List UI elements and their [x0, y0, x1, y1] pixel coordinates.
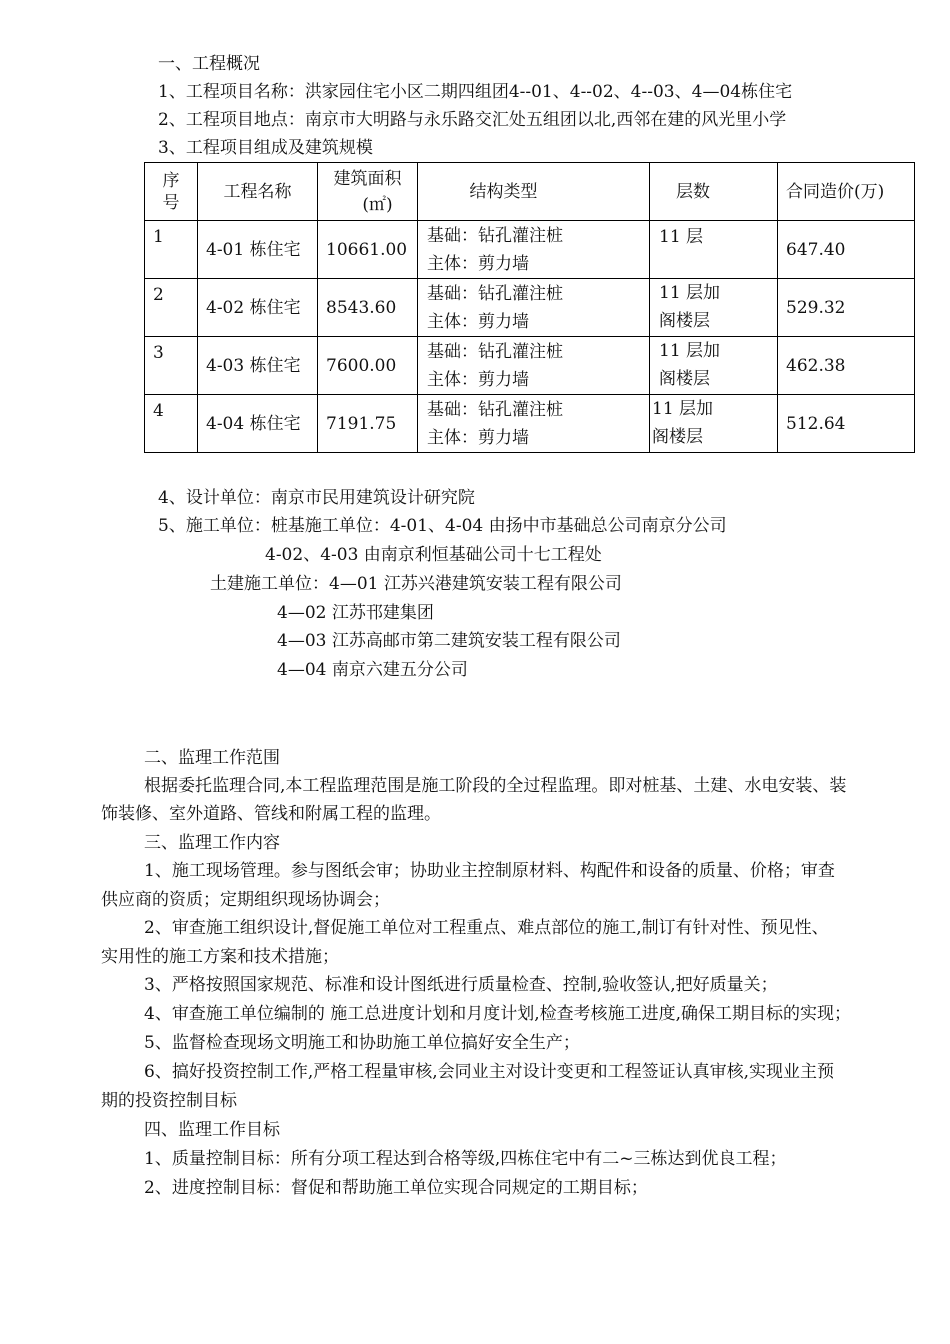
- project-name-line: 1、工程项目名称：洪家园住宅小区二期四组团4--01、4--02、4--03、4—04栋住宅: [158, 82, 793, 102]
- row-main: 主体：剪力墙: [427, 311, 529, 332]
- header-no-line2: 号: [162, 192, 180, 213]
- project-location-line: 2、工程项目地点：南京市大明路与永乐路交汇处五组团以北,西邻在建的风光里小学: [158, 110, 787, 130]
- row-area: 7600.00: [318, 337, 418, 395]
- row-floors-line2: 阁楼层: [659, 369, 710, 389]
- row-structure: [418, 337, 650, 395]
- table-header-row: [145, 163, 915, 221]
- content-item5: 5、监督检查现场文明施工和协助施工单位搞好安全生产；: [144, 1033, 580, 1053]
- row-floors: [650, 221, 778, 279]
- row-area: 10661.00: [318, 221, 418, 279]
- design-unit-line: 4、设计单位：南京市民用建筑设计研究院: [158, 488, 475, 508]
- header-no: [145, 163, 198, 221]
- row-area: 7191.75: [318, 395, 418, 453]
- header-structure: 结构类型: [418, 163, 650, 221]
- row-no: 2: [145, 279, 198, 337]
- row-name: 4-02 栋住宅: [198, 279, 318, 337]
- table-row: [145, 279, 915, 337]
- row-no: 1: [145, 221, 198, 279]
- row-foundation: 基础：钻孔灌注桩: [427, 225, 563, 246]
- row-name: 4-04 栋住宅: [198, 395, 318, 453]
- row-floors: [650, 395, 778, 453]
- row-foundation: 基础：钻孔灌注桩: [427, 283, 563, 304]
- scope-paragraph-line2: 饰装修、室外道路、管线和附属工程的监理。: [101, 804, 441, 824]
- row-structure: [418, 279, 650, 337]
- header-area-line1: 建筑面积: [333, 168, 402, 189]
- row-price: 529.32: [778, 279, 915, 337]
- row-structure: [418, 395, 650, 453]
- header-area: [318, 163, 418, 221]
- goal-item1: 1、质量控制目标：所有分项工程达到合格等级,四栋住宅中有二~三栋达到优良工程；: [144, 1149, 787, 1169]
- header-area-line2: (㎡): [362, 194, 393, 215]
- table-row: [145, 221, 915, 279]
- content-item4: 4、审查施工单位编制的 施工总进度计划和月度计划,检查考核施工进度,确保工期目标的实现；: [144, 1004, 852, 1024]
- row-floors-line1: 11 层加: [659, 341, 721, 361]
- header-no-line1: 序: [162, 170, 180, 191]
- section3-heading: 三、监理工作内容: [144, 833, 280, 853]
- header-name: 工程名称: [198, 163, 318, 221]
- table-row: [145, 395, 915, 453]
- pile-unit-line-2: 4-02、4-03 由南京利恒基础公司十七工程处: [265, 545, 602, 565]
- content-item6-line1: 6、搞好投资控制工作,严格工程量审核,会同业主对设计变更和工程签证认真审核,实现业主预: [144, 1062, 835, 1082]
- row-floors-line2: 阁楼层: [659, 311, 710, 331]
- content-item2-line1: 2、审查施工组织设计,督促施工单位对工程重点、难点部位的施工,制订有针对性、预见性、: [144, 918, 829, 938]
- construction-unit-line: 5、施工单位：桩基施工单位：4-01、4-04 由扬中市基础总公司南京分公司: [158, 516, 727, 536]
- content-item3: 3、严格按照国家规范、标准和设计图纸进行质量检查、控制,验收签认,把好质量关；: [144, 975, 778, 995]
- table-row: [145, 337, 915, 395]
- row-floors-line1: 11 层: [659, 227, 704, 247]
- row-floors: [650, 337, 778, 395]
- row-main: 主体：剪力墙: [427, 427, 529, 448]
- section4-heading: 四、监理工作目标: [144, 1120, 280, 1140]
- content-item1-line2: 供应商的资质；定期组织现场协调会；: [101, 890, 390, 910]
- civil-unit-line: 土建施工单位：4—01 江苏兴港建筑安装工程有限公司: [210, 574, 622, 594]
- goal-item2: 2、进度控制目标：督促和帮助施工单位实现合同规定的工期目标；: [144, 1178, 648, 1198]
- header-floors: 层数: [650, 163, 778, 221]
- row-floors-line1: 11 层加: [659, 283, 721, 303]
- row-floors-line2: 阁楼层: [652, 427, 703, 447]
- row-structure: [418, 221, 650, 279]
- row-area: 8543.60: [318, 279, 418, 337]
- row-no: 4: [145, 395, 198, 453]
- content-item2-line2: 实用性的施工方案和技术措施；: [101, 947, 339, 967]
- row-main: 主体：剪力墙: [427, 369, 529, 390]
- row-floors: [650, 279, 778, 337]
- content-item6-line2: 期的投资控制目标: [101, 1091, 237, 1111]
- row-main: 主体：剪力墙: [427, 253, 529, 274]
- civil-unit-line-4: 4—04 南京六建五分公司: [277, 660, 468, 680]
- content-item1-line1: 1、施工现场管理。参与图纸会审；协助业主控制原材料、构配件和设备的质量、价格；审查: [144, 861, 835, 881]
- project-composition-line: 3、工程项目组成及建筑规模: [158, 138, 373, 158]
- header-price: 合同造价(万): [778, 163, 915, 221]
- scope-paragraph-line1: 根据委托监理合同,本工程监理范围是施工阶段的全过程监理。即对桩基、土建、水电安装、装: [144, 776, 847, 796]
- row-foundation: 基础：钻孔灌注桩: [427, 399, 563, 420]
- row-name: 4-01 栋住宅: [198, 221, 318, 279]
- section1-heading: 一、工程概况: [158, 54, 260, 74]
- row-price: 462.38: [778, 337, 915, 395]
- row-price: 512.64: [778, 395, 915, 453]
- civil-unit-line-2: 4—02 江苏邗建集团: [277, 603, 434, 623]
- project-table: [144, 162, 915, 453]
- row-price: 647.40: [778, 221, 915, 279]
- civil-unit-line-3: 4—03 江苏高邮市第二建筑安装工程有限公司: [277, 631, 621, 651]
- row-foundation: 基础：钻孔灌注桩: [427, 341, 563, 362]
- section2-heading: 二、监理工作范围: [144, 748, 280, 768]
- row-name: 4-03 栋住宅: [198, 337, 318, 395]
- row-no: 3: [145, 337, 198, 395]
- row-floors-line1: 11 层加: [652, 399, 714, 419]
